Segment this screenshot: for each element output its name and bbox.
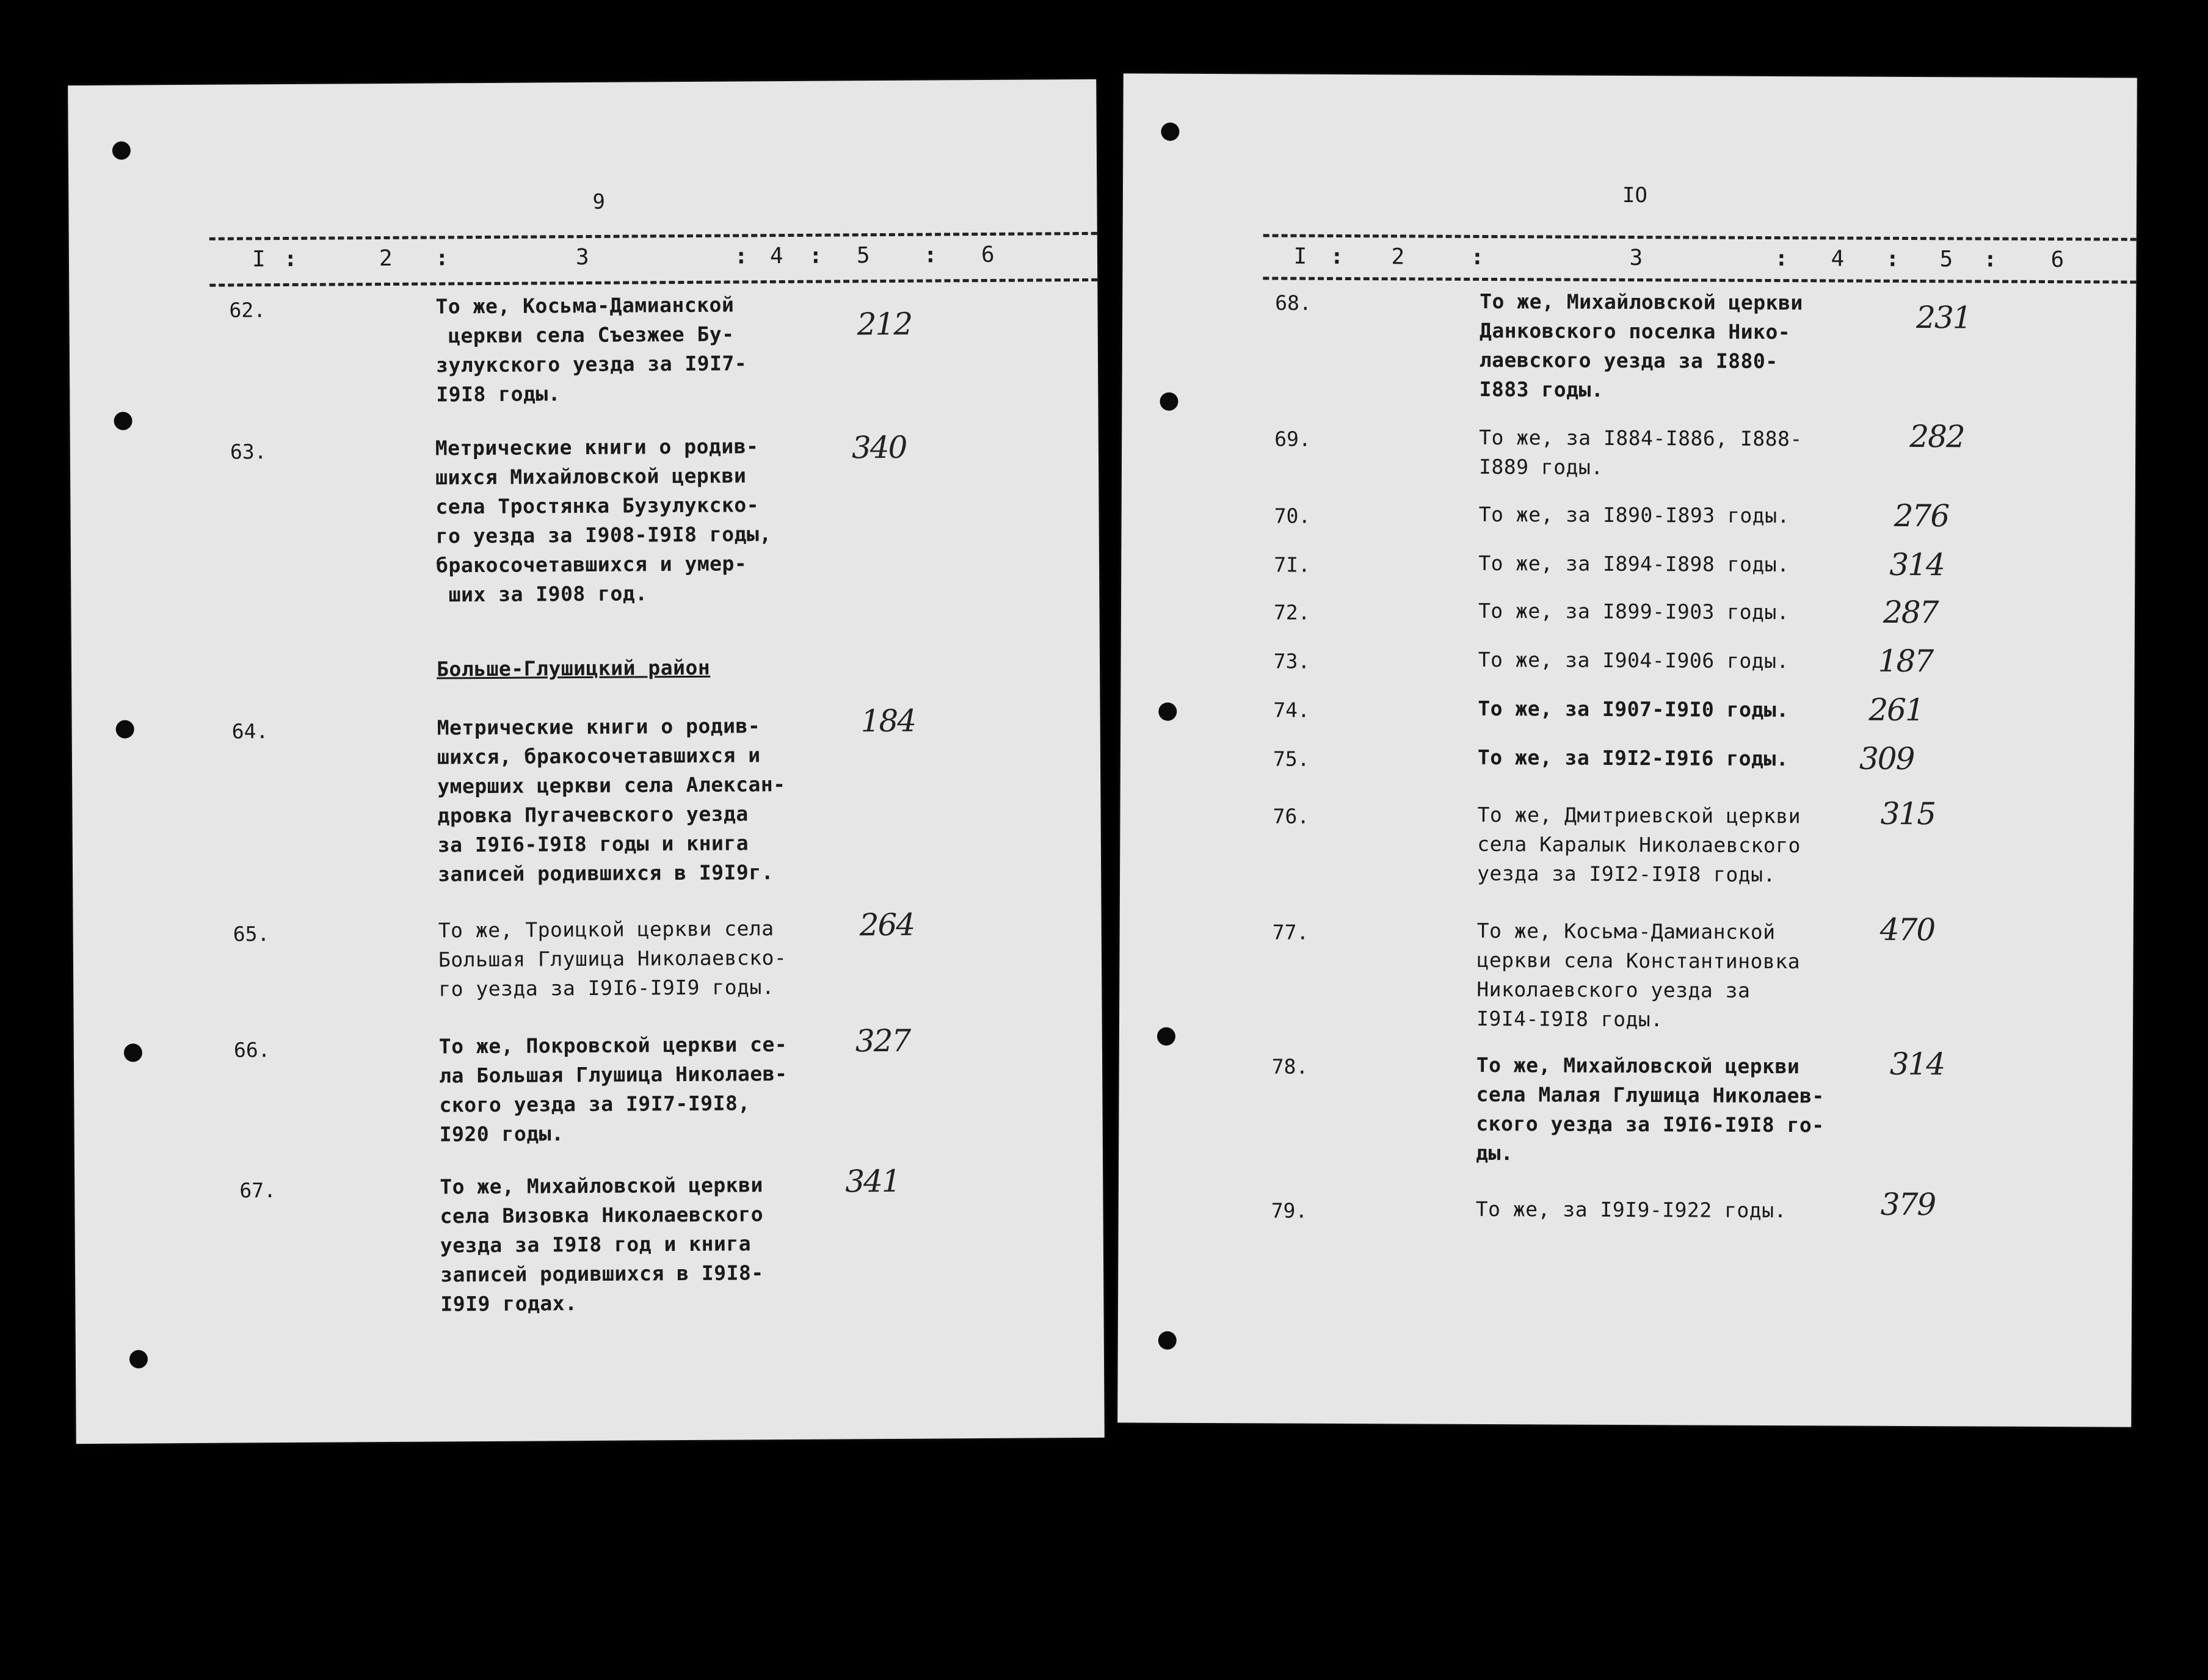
- column-separator: :: [1470, 244, 1484, 270]
- inventory-entry: [74, 1023, 1102, 1146]
- folio-count: 470: [1879, 911, 1935, 948]
- column-header: [69, 232, 1098, 293]
- column-separator: :: [1774, 246, 1789, 272]
- section-title: Больше-Глушицкий район: [436, 655, 711, 681]
- entry-description: То же, за I9I2-I9I6 годы.: [1477, 745, 1789, 771]
- punch-hole: [116, 720, 134, 739]
- entry-description: То же, за I894-I898 годы.: [1478, 551, 1790, 577]
- entry-description: То же, Косьма-Дамианской церкви села Константиновка Николаевского уезда за I9I4-I9I8 годы.: [1476, 918, 1801, 1032]
- inventory-entry: [1122, 419, 2135, 479]
- entry-number: 65.: [233, 922, 270, 946]
- entry-number: 75.: [1273, 747, 1310, 771]
- entry-number: 69.: [1274, 427, 1311, 451]
- column-separator: :: [283, 246, 297, 272]
- inventory-entry: [1119, 1186, 2132, 1223]
- inventory-entry: [69, 292, 1097, 407]
- entry-description: То же, Михайловской церкви села Визовка Николаевского уезда за I9I8 год и книга записей родившихся в I9I8- I9I9 годах.: [440, 1173, 764, 1316]
- entry-number: 79.: [1271, 1198, 1308, 1223]
- entry-description: То же, Михайловской церкви Данковского поселка Нико- лаевского уезда за I880- I883 годы.: [1479, 289, 1803, 402]
- column-separator: :: [1983, 247, 1997, 272]
- column-number: 4: [769, 244, 783, 269]
- inventory-entry: [1120, 692, 2134, 728]
- column-number: I: [1293, 244, 1307, 269]
- entry-number: 62.: [229, 298, 266, 322]
- column-separator: :: [808, 243, 823, 269]
- folio-count: 314: [1889, 1046, 1945, 1082]
- entry-description: То же, Дмитриевской церкви села Каралык Николаевского уезда за I9I2-I9I8 годы.: [1477, 802, 1801, 887]
- folio-count: 282: [1909, 419, 1964, 455]
- folio-count: 327: [855, 1023, 910, 1059]
- entry-number: 74.: [1273, 698, 1310, 722]
- entry-number: 67.: [239, 1178, 277, 1203]
- punch-hole: [1161, 123, 1179, 141]
- entry-description: Метрические книги о родив- шихся Михайловской церкви села Тростянка Бузулукско- го уезда за I908-I9I8 годы, бракосочетавшихся и умер- ших за I908 год.: [435, 434, 772, 607]
- entry-description: То же, за I9I9-I922 годы.: [1475, 1197, 1787, 1223]
- page-number: IO: [1622, 183, 1648, 208]
- folio-count: 309: [1859, 740, 1914, 777]
- punch-hole: [1160, 393, 1178, 411]
- folio-count: 231: [1916, 300, 1971, 336]
- folio-count: 187: [1878, 643, 1933, 679]
- column-separator: :: [1886, 246, 1900, 272]
- entry-description: То же, Михайловской церкви села Малая Глушица Николаев- ского уезда за I9I6-I9I8 го- ды.: [1476, 1052, 1825, 1165]
- header-rule-bottom: [209, 278, 1097, 287]
- column-number: 5: [856, 243, 870, 269]
- inventory-entry: [74, 1163, 1103, 1316]
- column-number: 6: [2050, 247, 2065, 273]
- punch-hole: [114, 412, 132, 430]
- page-number: 9: [592, 189, 606, 214]
- entry-description: То же, за I904-I906 годы.: [1478, 647, 1789, 673]
- entry-description: То же, за I907-I9I0 годы.: [1478, 696, 1789, 722]
- punch-hole: [1158, 703, 1177, 721]
- column-number: 2: [379, 245, 393, 272]
- folio-count: 264: [859, 907, 915, 943]
- folio-count: 287: [1883, 594, 1938, 631]
- punch-hole: [129, 1350, 148, 1368]
- entry-description: То же, Покровской церкви се- ла Большая Глушица Николаев- ского уезда за I9I7-I9I8, I920 годы.: [438, 1032, 788, 1146]
- column-separator: :: [1330, 244, 1344, 269]
- inventory-entry: [1120, 795, 2134, 887]
- entry-description: Метрические книги о родив- шихся, бракосочетавшихся и умерших церкви села Алексан- дровка Пугачевского уезда за I9I6-I9I8 годы и книга записей родившихся в I9I9г.: [437, 714, 786, 886]
- left-page: [68, 79, 1105, 1444]
- entry-description: То же, за I899-I903 годы.: [1478, 598, 1790, 625]
- right-page: [1117, 73, 2137, 1427]
- inventory-entry: [73, 907, 1102, 1001]
- column-number: 6: [981, 242, 995, 268]
- entry-number: 78.: [1271, 1054, 1309, 1079]
- punch-hole: [112, 142, 131, 160]
- header-rule-top: [209, 232, 1097, 241]
- column-number: 3: [575, 244, 589, 270]
- folio-count: 340: [851, 429, 907, 466]
- inventory-entry: [1122, 498, 2135, 534]
- entry-description: То же, за I890-I893 годы.: [1478, 502, 1790, 528]
- inventory-entry: [72, 703, 1100, 886]
- column-separator: :: [923, 242, 937, 268]
- header-rule-top: [1263, 234, 2137, 241]
- entry-description: То же, Троицкой церкви села Большая Глушица Николаевско- го уезда за I9I6-I9I9 годы.: [438, 916, 787, 1001]
- punch-hole: [1157, 1027, 1175, 1046]
- inventory-entry: [1119, 1046, 2133, 1165]
- folio-count: 379: [1880, 1186, 1936, 1223]
- inventory-entry: [70, 429, 1099, 607]
- folio-count: 314: [1889, 546, 1944, 583]
- column-number: I: [252, 247, 266, 272]
- folio-count: 341: [845, 1163, 900, 1200]
- column-number: 4: [1831, 246, 1845, 272]
- inventory-entry: [1121, 546, 2135, 583]
- inventory-entry: [1120, 911, 2134, 1032]
- column-separator: :: [734, 244, 748, 269]
- column-number: 5: [1939, 247, 1953, 272]
- inventory-entry: [1120, 740, 2134, 777]
- entry-number: 73.: [1273, 649, 1310, 673]
- column-separator: :: [435, 245, 449, 271]
- inventory-entry: [1121, 643, 2135, 679]
- entry-description: То же, за I884-I886, I888- I889 годы.: [1478, 425, 1803, 479]
- entry-number: 68.: [1275, 291, 1312, 315]
- column-number: 2: [1391, 244, 1405, 270]
- entry-number: 64.: [231, 719, 269, 744]
- folio-count: 184: [860, 703, 916, 739]
- punch-hole: [1158, 1331, 1177, 1350]
- entry-number: 66.: [233, 1038, 271, 1062]
- folio-count: 261: [1868, 692, 1923, 728]
- column-header: [1122, 233, 2136, 292]
- entry-number: 77.: [1272, 920, 1309, 944]
- inventory-entry: [1121, 594, 2135, 631]
- folio-count: 212: [857, 306, 912, 342]
- entry-number: 72.: [1273, 600, 1310, 625]
- header-rule-bottom: [1263, 277, 2136, 283]
- folio-count: 315: [1880, 795, 1936, 832]
- entry-description: То же, Косьма-Дамианской церкви села Съезжее Бу- зулукского уезда за I9I7- I9I8 годы.: [435, 292, 747, 407]
- punch-hole: [124, 1043, 142, 1062]
- folio-count: 276: [1894, 498, 1949, 534]
- entry-number: 7I.: [1274, 552, 1311, 577]
- entry-number: 63.: [230, 440, 267, 464]
- column-number: 3: [1629, 245, 1643, 271]
- entry-number: 76.: [1273, 804, 1310, 828]
- entry-number: 70.: [1274, 504, 1311, 528]
